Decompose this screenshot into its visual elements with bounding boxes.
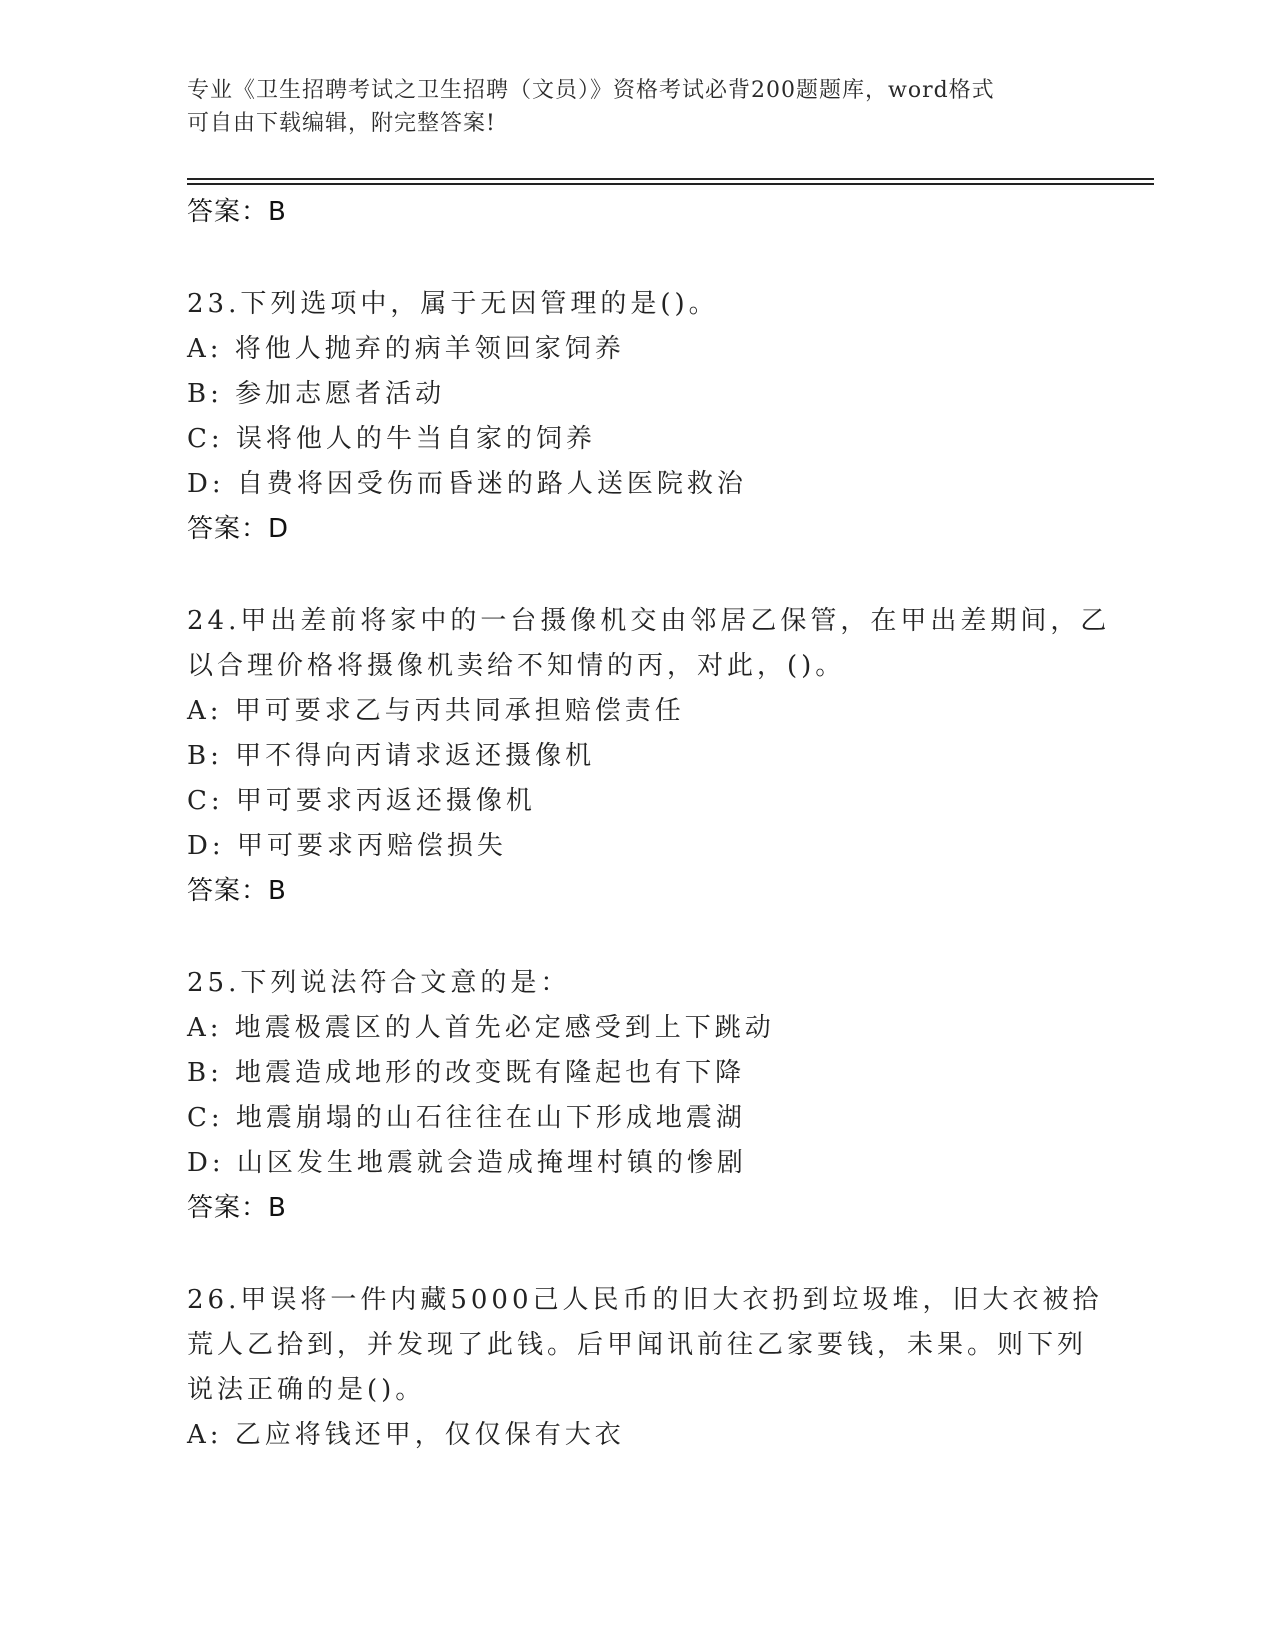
question-stem: 26.甲误将一件内藏5000己人民币的旧大衣扔到垃圾堆，旧大衣被拾: [187, 1285, 1103, 1315]
option-d: D: 山区发生地震就会造成掩埋村镇的惨剧: [187, 1148, 747, 1178]
option-c: C: 地震崩塌的山石往往在山下形成地震湖: [187, 1103, 746, 1133]
header-rule-top: [187, 178, 1154, 180]
question-stem: 说法正确的是()。: [187, 1375, 426, 1405]
option-a: A: 甲可要求乙与丙共同承担赔偿责任: [187, 696, 685, 726]
question-25: [187, 961, 1147, 1231]
option-c: C: 误将他人的牛当自家的饲养: [187, 424, 596, 454]
answer: 答案：B: [187, 876, 287, 906]
question-stem: 24.甲出差前将家中的一台摄像机交由邻居乙保管，在甲出差期间，乙: [187, 606, 1111, 636]
question-stem: 25.下列说法符合文意的是：: [187, 968, 571, 998]
option-a: A: 将他人抛弃的病羊领回家饲养: [187, 334, 625, 364]
previous-answer: 答案：B: [187, 197, 287, 227]
question-24: [187, 599, 1147, 914]
question-content: [187, 190, 1147, 1458]
header-rule-bottom: [187, 183, 1154, 185]
option-d: D: 自费将因受伤而昏迷的路人送医院救治: [187, 469, 747, 499]
question-stem: 以合理价格将摄像机卖给不知情的丙，对此，()。: [187, 651, 846, 681]
question-26: [187, 1278, 1147, 1458]
option-d: D: 甲可要求丙赔偿损失: [187, 831, 507, 861]
option-a: A: 乙应将钱还甲，仅仅保有大衣: [187, 1420, 625, 1450]
header-line-1: 专业《卫生招聘考试之卫生招聘（文员）》资格考试必背200题题库，word格式: [187, 78, 995, 103]
answer: 答案：D: [187, 514, 290, 544]
answer: 答案：B: [187, 1193, 287, 1223]
option-b: B: 地震造成地形的改变既有隆起也有下降: [187, 1058, 746, 1088]
header-line-2: 可自由下载编辑，附完整答案!: [187, 111, 496, 136]
spacer: [187, 914, 1147, 961]
spacer: [187, 552, 1147, 599]
question-23: [187, 282, 1147, 552]
spacer: [187, 235, 1147, 282]
spacer: [187, 1231, 1147, 1278]
option-c: C: 甲可要求丙返还摄像机: [187, 786, 536, 816]
option-b: B: 甲不得向丙请求返还摄像机: [187, 741, 596, 771]
document-header: [187, 74, 1087, 140]
option-b: B: 参加志愿者活动: [187, 379, 446, 409]
question-stem: 荒人乙拾到，并发现了此钱。后甲闻讯前往乙家要钱，未果。则下列: [187, 1330, 1088, 1360]
question-stem: 23.下列选项中，属于无因管理的是()。: [187, 289, 719, 319]
option-a: A: 地震极震区的人首先必定感受到上下跳动: [187, 1013, 775, 1043]
